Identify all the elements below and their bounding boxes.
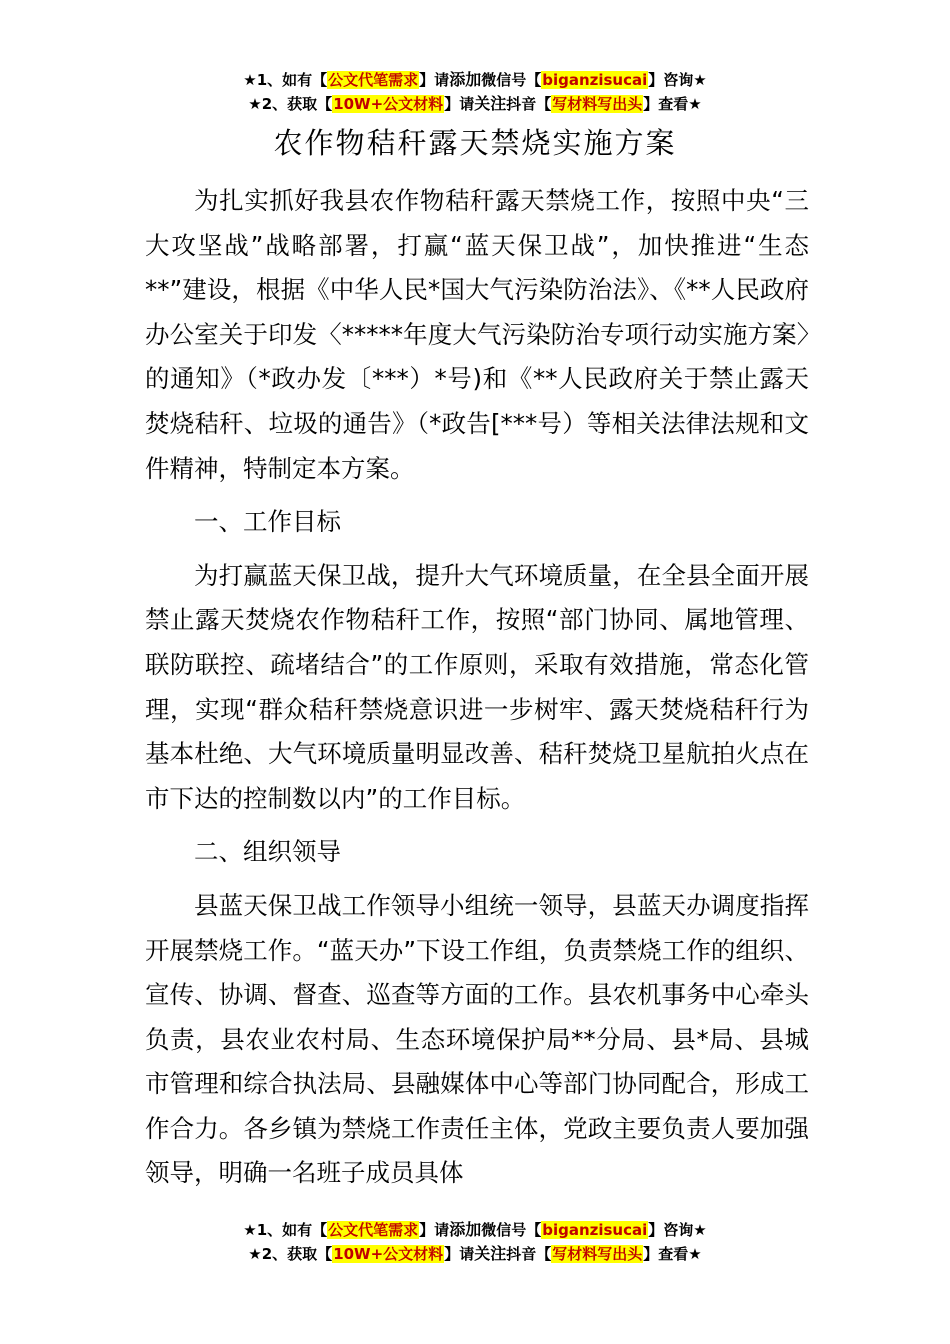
banner-text: 微信号【 xyxy=(481,1221,542,1239)
banner-text: 】请 xyxy=(419,1221,450,1239)
banner-highlight-materials: 10W+公文材料 xyxy=(333,1245,444,1263)
banner-text: ★1、如有【 xyxy=(243,71,328,89)
footer-banner xyxy=(0,1218,950,1266)
section-paragraph-goals: 为打赢蓝天保卫战，提升大气环境质量，在全县全面开展禁止露天焚烧农作物秸秆工作，按照“部门协同、属地管理、联防联控、疏堵结合”的工作原则，采取有效措施，常态化管理，实现“群众秸秆禁烧意识进一步树牢、露天焚烧秸秆行为基本杜绝、大气环境质量明显改善、秸秆焚烧卫星航拍火点在市下达的控制数以内”的工作目标。 xyxy=(145,560,809,813)
banner-text: ★1、如有【 xyxy=(243,1221,328,1239)
banner-line-1 xyxy=(0,68,950,92)
banner-text: 微信号【 xyxy=(481,71,542,89)
banner-text: 添加 xyxy=(449,70,482,89)
banner-text: 】查看★ xyxy=(643,1245,702,1263)
document-title: 农作物秸秆露天禁烧实施方案 xyxy=(273,126,677,160)
banner-text: 抖音【 xyxy=(506,1245,552,1263)
banner-line-2 xyxy=(0,92,950,116)
banner-highlight-wechat-id: biganzisucai xyxy=(542,1221,648,1239)
banner-text: ★2、获取【 xyxy=(248,95,333,113)
banner-text: 抖音【 xyxy=(506,95,552,113)
banner-text: ★2、获取【 xyxy=(248,1245,333,1263)
document-body xyxy=(145,179,809,1196)
banner-text: 添加 xyxy=(449,1220,482,1239)
banner-highlight-service: 公文代笔需求 xyxy=(328,1221,419,1239)
banner-text: 】咨询★ xyxy=(648,1221,707,1239)
intro-paragraph: 为扎实抓好我县农作物秸秆露天禁烧工作，按照中央“三大攻坚战”战略部署，打赢“蓝天保卫战”，加快推进“生态**”建设，根据《中华人民*国大气污染防治法》、《**人民政府办公室关于印发〈*****年度大气污染防治专项行动实施方案〉的通知》（*政办发〔***）*号)和《**人民政府关于禁止露天焚烧秸秆、垃圾的通告》（*政告[***号）等相关法律法规和文件精神，特制定本方案。 xyxy=(145,186,809,483)
banner-text: 】请 xyxy=(444,1245,475,1263)
section-heading-goals: 一、工作目标 xyxy=(194,507,341,537)
header-banner xyxy=(0,68,950,116)
banner-text: 】咨询★ xyxy=(648,71,707,89)
banner-text: 】请 xyxy=(419,71,450,89)
banner-text: 】请 xyxy=(444,95,475,113)
banner-highlight-wechat-id: biganzisucai xyxy=(542,71,648,89)
banner-text: 关注 xyxy=(474,1244,507,1263)
section-paragraph-leadership: 县蓝天保卫战工作领导小组统一领导，县蓝天办调度指挥开展禁烧工作。“蓝天办”下设工作组，负责禁烧工作的组织、宣传、协调、督查、巡查等方面的工作。县农机事务中心牵头负责，县农业农村局、生态环境保护局**分局、县*局、县城市管理和综合执法局、县融媒体中心等部门协同配合，形成工作合力。各乡镇为禁烧工作责任主体，党政主要负责人要加强领导，明确一名班子成员具体 xyxy=(145,890,809,1188)
section-heading-leadership: 二、组织领导 xyxy=(194,837,341,867)
banner-text: 关注 xyxy=(474,94,507,113)
banner-text: 】查看★ xyxy=(643,95,702,113)
banner-highlight-service: 公文代笔需求 xyxy=(328,71,419,89)
banner-line-2 xyxy=(0,1242,950,1266)
banner-highlight-materials: 10W+公文材料 xyxy=(333,95,444,113)
banner-line-1 xyxy=(0,1218,950,1242)
banner-highlight-douyin: 写材料写出头 xyxy=(552,1245,643,1263)
banner-highlight-douyin: 写材料写出头 xyxy=(552,95,643,113)
